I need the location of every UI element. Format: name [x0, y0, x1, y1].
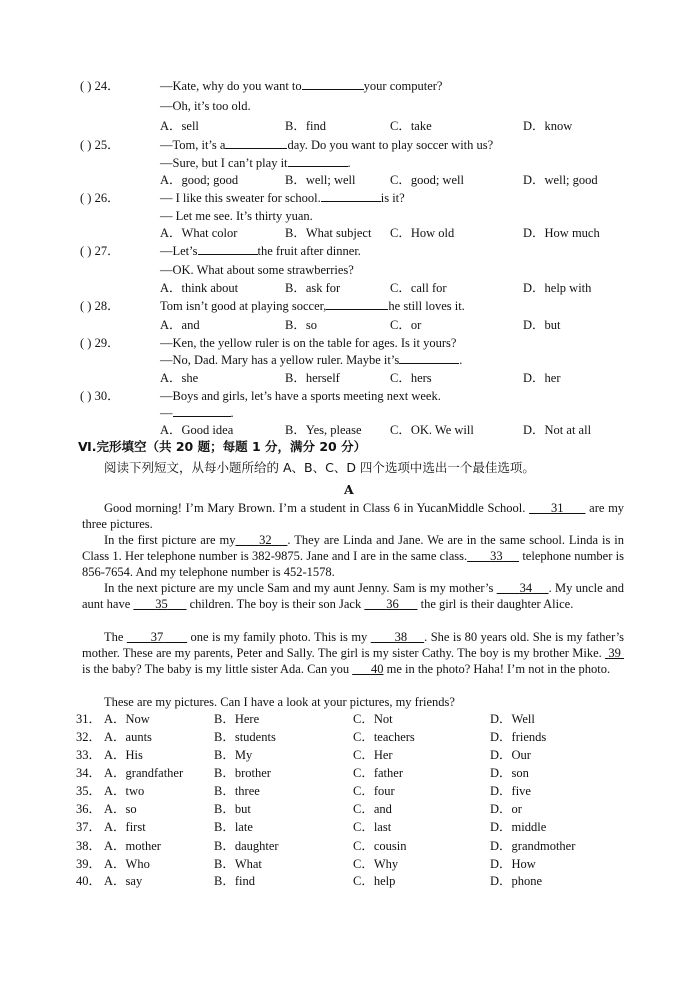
answer-blank[interactable] — [399, 352, 459, 364]
blank-36[interactable]: 36 — [386, 597, 399, 611]
blank-34[interactable]: 34 — [519, 581, 533, 595]
option-d[interactable]: D．son — [490, 766, 529, 780]
option-a[interactable]: A．and — [160, 318, 200, 332]
option-d[interactable]: D．How much — [523, 226, 600, 240]
answer-paren[interactable]: ( ) 25． — [80, 138, 120, 152]
option-c[interactable]: C．help — [353, 874, 396, 888]
passage-paragraph-2: In the first picture are my 32 . They are Linda and Jane. We are in the same school. Linda is in Class 1. Her telephone number is 382-9875. Jane and I are in the same class. 33 telephone number is 856-7654. And my telephone number is 452-1578. — [82, 533, 625, 579]
blank-35[interactable]: 35 — [155, 597, 168, 611]
question-stem: —Boys and girls, let’s have a sports meeting next week. — [160, 389, 441, 403]
option-a[interactable]: A．Who — [104, 857, 150, 871]
answer-paren[interactable]: ( ) 29． — [80, 336, 120, 350]
passage-paragraph-1: Good morning! I’m Mary Brown. I’m a student in Class 6 in YucanMiddle School. 31 are my three pictures. — [82, 501, 625, 531]
blank-33[interactable]: 33 — [490, 549, 503, 563]
question-stem: —Ken, the yellow ruler is on the table for ages. Is it yours? — [160, 336, 457, 350]
question-number: 37． — [76, 820, 102, 834]
option-d[interactable]: D．grandmother — [490, 839, 576, 853]
answer-blank[interactable] — [326, 298, 388, 310]
question-stem: —Let’s the fruit after dinner. — [160, 244, 361, 258]
option-b[interactable]: B．students — [214, 730, 276, 744]
option-b[interactable]: B．daughter — [214, 839, 279, 853]
answer-paren[interactable]: ( ) 30． — [80, 389, 120, 403]
option-d[interactable]: D．know — [523, 119, 573, 133]
option-b[interactable]: B．find — [285, 119, 326, 133]
answer-paren[interactable]: ( ) 28． — [80, 299, 120, 313]
answer-paren[interactable]: ( ) 26． — [80, 191, 120, 205]
option-c[interactable]: C．cousin — [353, 839, 407, 853]
option-b[interactable]: B．three — [214, 784, 260, 798]
option-b[interactable]: B．What subject — [285, 226, 372, 240]
option-a[interactable]: A．grandfather — [104, 766, 184, 780]
question-number: 38． — [76, 839, 102, 853]
section-instruction: 阅读下列短文，从每小题所给的 A、B、C、D 四个选项中选出一个最佳选项。 — [104, 460, 535, 475]
question-stem-line2: — Let me see. It’s thirty yuan. — [160, 209, 313, 223]
option-c[interactable]: C．hers — [390, 371, 432, 385]
question-stem-line2: —No, Dad. Mary has a yellow ruler. Maybe it’s . — [160, 353, 463, 367]
option-c[interactable]: C．OK. We will — [390, 423, 474, 437]
question-number: 34． — [76, 766, 102, 780]
question-number: 40． — [76, 874, 102, 888]
question-number: 39． — [76, 857, 102, 871]
option-d[interactable]: D．phone — [490, 874, 543, 888]
blank-39[interactable]: 39 — [608, 646, 621, 660]
option-b[interactable]: B．brother — [214, 766, 271, 780]
option-b[interactable]: B．Here — [214, 712, 260, 726]
option-b[interactable]: B．late — [214, 820, 253, 834]
passage-paragraph-4: The 37 one is my family photo. This is my 38 . She is 80 years old. She is my father’s mother. These are my parents, Peter and Sally. The girl is my sister Cathy. The boy is my brother Mike. 39 is the baby? The baby is my little sister Ada. Can you 40 me in the photo? Haha! I’m not in the photo. — [82, 630, 625, 676]
option-c[interactable]: C．Not — [353, 712, 393, 726]
option-c[interactable]: C．father — [353, 766, 403, 780]
option-c[interactable]: C．How old — [390, 226, 455, 240]
option-a[interactable]: A．so — [104, 802, 137, 816]
option-c[interactable]: C．four — [353, 784, 395, 798]
option-b[interactable]: B．What — [214, 857, 262, 871]
answer-paren[interactable]: ( ) 27． — [80, 244, 120, 258]
option-b[interactable]: B．ask for — [285, 281, 341, 295]
option-b[interactable]: B．Yes, please — [285, 423, 362, 437]
option-b[interactable]: B．My — [214, 748, 253, 762]
option-d[interactable]: D．but — [523, 318, 561, 332]
option-d[interactable]: D．Not at all — [523, 423, 592, 437]
question-stem-line2: —Oh, it’s too old. — [160, 99, 251, 113]
answer-blank[interactable] — [288, 155, 348, 167]
option-a[interactable]: A．think about — [160, 281, 239, 295]
option-a[interactable]: A．Now — [104, 712, 150, 726]
option-a[interactable]: A．His — [104, 748, 143, 762]
question-stem: Tom isn’t good at playing soccer, he still loves it. — [160, 299, 465, 313]
question-number: 33． — [76, 748, 102, 762]
question-number: 35． — [76, 784, 102, 798]
option-c[interactable]: C．or — [390, 318, 422, 332]
option-d[interactable]: D．or — [490, 802, 522, 816]
option-a[interactable]: A．good; good — [160, 173, 239, 187]
option-a[interactable]: A．two — [104, 784, 145, 798]
passage-label: A — [344, 482, 354, 497]
answer-blank[interactable] — [302, 78, 364, 90]
option-b[interactable]: B．well; well — [285, 173, 356, 187]
section-title: Ⅵ.完形填空（共 20 题；每题 1 分，满分 20 分） — [78, 439, 367, 454]
option-c[interactable]: C．last — [353, 820, 392, 834]
option-a[interactable]: A．first — [104, 820, 146, 834]
option-b[interactable]: B．find — [214, 874, 255, 888]
answer-blank[interactable] — [225, 137, 287, 149]
option-a[interactable]: A．mother — [104, 839, 161, 853]
blank-38[interactable]: 38 — [394, 630, 408, 644]
option-d[interactable]: D．her — [523, 371, 561, 385]
answer-paren[interactable]: ( ) 24． — [80, 79, 120, 93]
answer-blank[interactable] — [198, 243, 258, 255]
option-b[interactable]: B．herself — [285, 371, 340, 385]
option-b[interactable]: B．so — [285, 318, 317, 332]
question-stem-line2: —Sure, but I can’t play it . — [160, 156, 351, 170]
option-b[interactable]: B．but — [214, 802, 251, 816]
option-a[interactable]: A．aunts — [104, 730, 152, 744]
question-stem-line2: —OK. What about some strawberries? — [160, 263, 354, 277]
option-a[interactable]: A．What color — [160, 226, 238, 240]
blank-37[interactable]: 37 — [150, 630, 164, 644]
option-c[interactable]: C．and — [353, 802, 392, 816]
option-d[interactable]: D．friends — [490, 730, 547, 744]
option-c[interactable]: C．take — [390, 119, 432, 133]
option-c[interactable]: C．Her — [353, 748, 393, 762]
option-c[interactable]: C．call for — [390, 281, 447, 295]
question-stem: —Tom, it’s a day. Do you want to play soccer with us? — [160, 138, 494, 152]
question-stem: — I like this sweater for school. is it? — [160, 191, 405, 205]
question-number: 32． — [76, 730, 102, 744]
blank-40[interactable]: 40 — [370, 662, 384, 676]
option-d[interactable]: D．help with — [523, 281, 592, 295]
blank-32[interactable]: 32 — [259, 533, 272, 547]
option-a[interactable]: A．Good idea — [160, 423, 234, 437]
question-stem: —Kate, why do you want to your computer? — [160, 79, 443, 93]
answer-blank[interactable] — [321, 190, 381, 202]
option-d[interactable]: D．five — [490, 784, 531, 798]
option-c[interactable]: C．Why — [353, 857, 399, 871]
question-stem-line2: — . — [160, 406, 234, 420]
option-a[interactable]: A．say — [104, 874, 143, 888]
option-a[interactable]: A．she — [160, 371, 199, 385]
blank-31[interactable]: 31 — [551, 501, 564, 515]
option-d[interactable]: D．middle — [490, 820, 547, 834]
option-d[interactable]: D．well; good — [523, 173, 598, 187]
question-number: 36． — [76, 802, 102, 816]
option-a[interactable]: A．sell — [160, 119, 199, 133]
option-d[interactable]: D．Well — [490, 712, 535, 726]
question-number: 31． — [76, 712, 102, 726]
passage-paragraph-3: In the next picture are my uncle Sam and my aunt Jenny. Sam is my mother’s 34 . My uncle and aunt have 35 children. The boy is their son Jack 36 the girl is their daughter Alice. — [82, 581, 625, 611]
passage-paragraph-5: These are my pictures. Can I have a look at your pictures, my friends? — [104, 695, 455, 709]
option-c[interactable]: C．good; well — [390, 173, 464, 187]
answer-blank[interactable] — [173, 405, 231, 417]
option-c[interactable]: C．teachers — [353, 730, 415, 744]
option-d[interactable]: D．How — [490, 857, 536, 871]
option-d[interactable]: D．Our — [490, 748, 531, 762]
